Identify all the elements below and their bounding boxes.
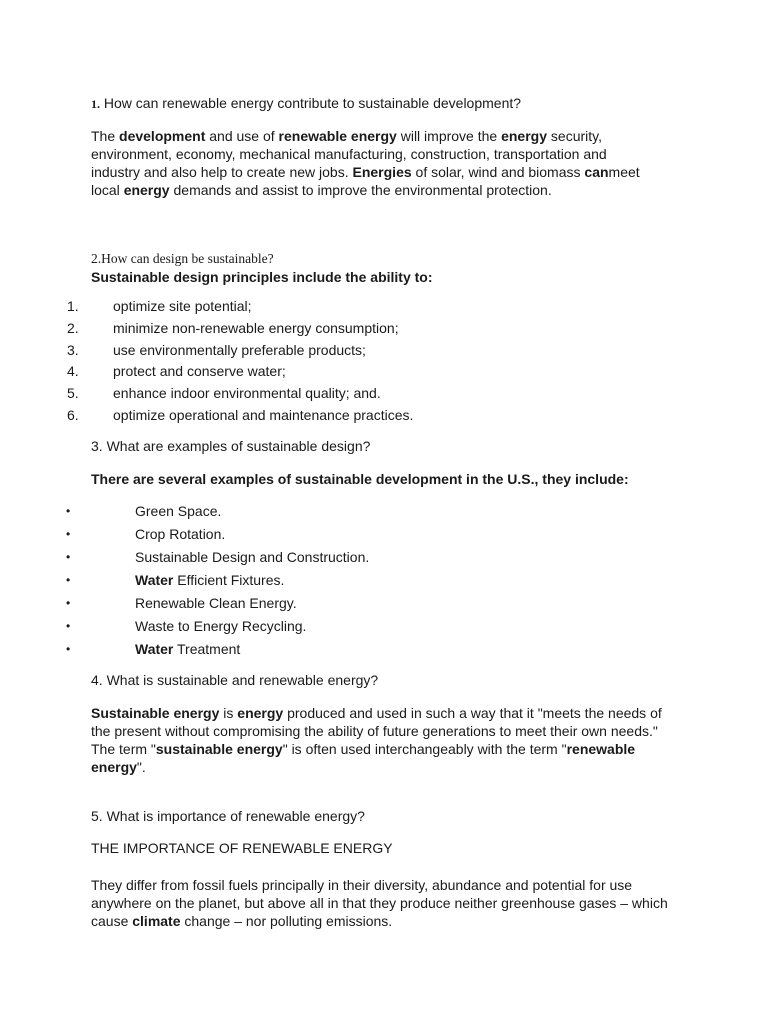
list-item	[0, 362, 700, 384]
answer-1-paragraph	[91, 127, 651, 199]
bullet-icon: •	[66, 550, 71, 564]
text-run: change – nor polluting emissions.	[180, 913, 393, 929]
text-run: demands and assist to improve the environmental protection.	[169, 182, 552, 198]
item-text	[135, 571, 284, 589]
list-item	[0, 571, 700, 594]
item-text	[135, 640, 240, 658]
question-1	[91, 94, 691, 113]
item-number: 1.	[67, 298, 79, 314]
bullet-icon: •	[66, 596, 71, 610]
item-text	[135, 548, 369, 566]
bullet-icon: •	[66, 527, 71, 541]
bold-run: Water	[135, 641, 174, 657]
list-item	[0, 502, 700, 525]
question-number: 1.	[91, 97, 100, 111]
text-run: The	[91, 128, 120, 144]
bullet-icon: •	[66, 573, 71, 587]
text-run: They differ from fossil fuels principally in their diversity, abundance and potential for use anywhere on the planet, but above all in that they produce neither greenhouse gases – which cause	[91, 877, 668, 929]
list-item	[0, 525, 700, 548]
bold-run: sustainable energy	[155, 741, 283, 757]
bold-run: can	[584, 164, 609, 180]
item-number: 3.	[67, 341, 79, 358]
examples-list	[0, 502, 700, 663]
question-5: 5. What is importance of renewable energy?	[91, 808, 365, 824]
item-text: enhance indoor environmental quality; and.	[113, 385, 381, 402]
item-number: 4.	[67, 363, 79, 380]
text-run: ".	[136, 759, 146, 775]
bold-run: renewable energy	[278, 128, 397, 144]
item-text	[135, 617, 306, 635]
item-number: 6.	[67, 406, 79, 423]
text-run: of solar, wind and biomass	[411, 164, 585, 180]
question-3: 3. What are examples of sustainable design?	[91, 438, 371, 454]
text-run: Green Space.	[135, 503, 222, 519]
list-item	[0, 297, 700, 319]
bullet-icon: •	[66, 619, 71, 633]
examples-heading: There are several examples of sustainable development in the U.S., they include:	[91, 471, 629, 487]
text-run: security, environment, economy, mechanical manufacturing, construction, transportation and industry and also help to create new jobs.	[91, 128, 607, 180]
text-run: will improve the	[396, 128, 502, 144]
list-item	[0, 384, 700, 406]
text-run: Treatment	[173, 641, 241, 657]
bullet-icon: •	[66, 642, 71, 656]
question-text: How can renewable energy contribute to sustainable development?	[103, 95, 522, 111]
item-text: use environmentally preferable products;	[113, 341, 366, 358]
item-text: minimize non-renewable energy consumption;	[113, 319, 399, 336]
text-run: is	[219, 705, 238, 721]
item-text	[135, 525, 225, 543]
importance-heading: THE IMPORTANCE OF RENEWABLE ENERGY	[91, 840, 393, 856]
design-principles-heading: Sustainable design principles include the ability to:	[91, 269, 433, 285]
item-text: protect and conserve water;	[113, 363, 286, 380]
question-4: 4. What is sustainable and renewable energy?	[91, 672, 379, 688]
bold-run: energy	[123, 182, 170, 198]
text-run: Waste to Energy Recycling.	[135, 618, 307, 634]
item-text: optimize operational and maintenance practices.	[113, 406, 414, 423]
text-run: meet local	[91, 164, 640, 198]
bold-run: energy	[501, 128, 548, 144]
text-run: produced and used in such a way that it "meets the needs of the present without compromising the ability of future generations to meet their own needs." The term "	[91, 705, 662, 757]
item-number: 5.	[67, 385, 79, 402]
text-run: and use of	[205, 128, 279, 144]
text-run: Sustainable Design and Construction.	[135, 549, 370, 565]
question-2: 2.How can design be sustainable?	[91, 251, 274, 266]
bold-run: Water	[135, 572, 174, 588]
text-run: Renewable Clean Energy.	[135, 595, 297, 611]
item-text	[135, 594, 297, 612]
bold-run: renewable energy	[91, 741, 636, 775]
design-principles-list	[0, 297, 700, 428]
item-number: 2.	[67, 319, 79, 336]
list-item	[0, 617, 700, 640]
item-text	[135, 502, 221, 520]
bold-run: development	[119, 128, 206, 144]
list-item	[0, 406, 700, 428]
list-item	[0, 640, 700, 663]
text-run: Efficient Fixtures.	[173, 572, 285, 588]
list-item	[0, 341, 700, 363]
text-run: " is often used interchangeably with the term "	[282, 741, 567, 757]
text-run: Crop Rotation.	[135, 526, 226, 542]
bullet-icon: •	[66, 504, 71, 518]
bold-run: Energies	[352, 164, 412, 180]
bold-run: energy	[237, 705, 284, 721]
list-item	[0, 594, 700, 617]
bold-run: climate	[132, 913, 181, 929]
bold-run: Sustainable energy	[91, 705, 220, 721]
list-item	[0, 548, 700, 571]
answer-4-paragraph	[91, 704, 681, 776]
item-text: optimize site potential;	[113, 298, 252, 314]
answer-5-paragraph	[91, 876, 691, 930]
list-item	[0, 319, 700, 341]
